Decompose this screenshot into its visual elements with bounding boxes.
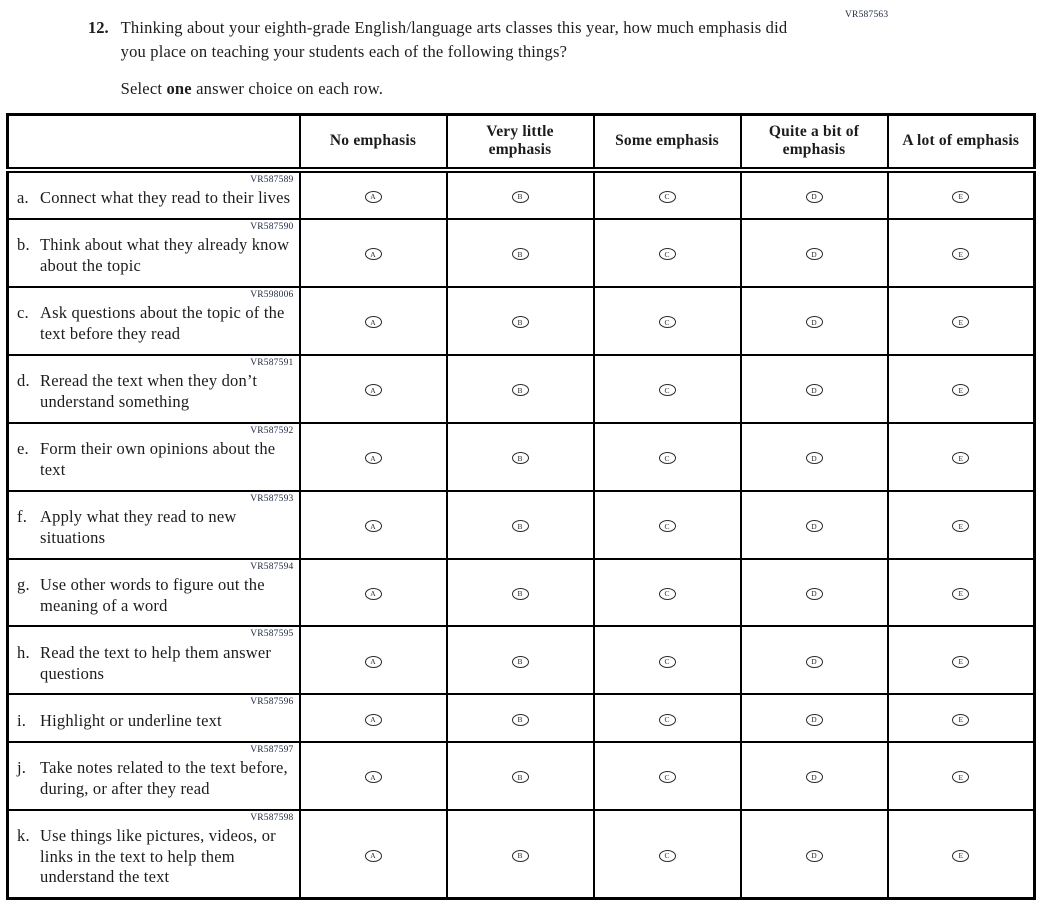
emphasis-matrix-table (6, 113, 1036, 900)
answer-bubble-a[interactable] (365, 771, 382, 783)
bubble-letter: A (370, 850, 376, 860)
row-code: VR587590 (250, 221, 294, 232)
bubble-letter: C (664, 453, 670, 463)
row-label-cell (8, 219, 300, 287)
bubble-letter: B (517, 772, 523, 782)
bubble-letter: C (664, 317, 670, 327)
answer-bubble-e[interactable] (952, 520, 969, 532)
answer-bubble-b[interactable] (512, 588, 529, 600)
row-letter: h. (17, 642, 30, 662)
row-code: VR587592 (250, 425, 294, 436)
instruction-prefix: Select (120, 78, 167, 98)
option-cell (447, 810, 594, 899)
instruction-emphasis: one (166, 78, 192, 98)
option-cell (300, 287, 447, 355)
answer-bubble-e[interactable] (952, 850, 969, 862)
row-label-text: Apply what they read to new situations (40, 506, 237, 547)
column-header: A lot of emphasis (888, 115, 1035, 170)
question-block (0, 0, 788, 100)
answer-bubble-c[interactable] (659, 771, 676, 783)
bubble-letter: E (958, 589, 964, 599)
option-cell (741, 170, 888, 219)
option-cell (300, 626, 447, 694)
option-cell (741, 810, 888, 899)
column-header: No emphasis (300, 115, 447, 170)
row-letter: k. (17, 825, 30, 845)
row-label (17, 439, 295, 481)
answer-bubble-a[interactable] (365, 656, 382, 668)
option-cell (888, 287, 1035, 355)
bubble-letter: C (664, 385, 670, 395)
table-row (8, 742, 1035, 810)
answer-bubble-d[interactable] (806, 850, 823, 862)
bubble-letter: A (370, 714, 376, 724)
table-row (8, 287, 1035, 355)
answer-bubble-d[interactable] (806, 191, 823, 203)
answer-bubble-a[interactable] (365, 248, 382, 260)
answer-bubble-b[interactable] (512, 384, 529, 396)
answer-bubble-e[interactable] (952, 771, 969, 783)
option-cell (594, 491, 741, 559)
row-label (17, 826, 295, 888)
bubble-letter: B (517, 385, 523, 395)
answer-bubble-c[interactable] (659, 588, 676, 600)
form-code: VR587563 (845, 10, 889, 20)
option-cell (741, 219, 888, 287)
bubble-letter: B (517, 850, 523, 860)
answer-bubble-e[interactable] (952, 191, 969, 203)
row-label-cell (8, 355, 300, 423)
answer-bubble-e[interactable] (952, 452, 969, 464)
answer-bubble-e[interactable] (952, 248, 969, 260)
option-cell (888, 626, 1035, 694)
option-cell (888, 742, 1035, 810)
bubble-letter: E (958, 317, 964, 327)
option-cell (447, 694, 594, 741)
row-label-cell (8, 694, 300, 741)
bubble-letter: C (664, 772, 670, 782)
bubble-letter: C (664, 714, 670, 724)
row-label-cell (8, 559, 300, 627)
row-label (17, 643, 295, 685)
option-cell (300, 559, 447, 627)
option-cell (741, 626, 888, 694)
row-letter: e. (17, 438, 29, 458)
answer-bubble-a[interactable] (365, 714, 382, 726)
answer-bubble-c[interactable] (659, 452, 676, 464)
bubble-letter: A (370, 772, 376, 782)
answer-bubble-a[interactable] (365, 316, 382, 328)
table-header-row (8, 115, 1035, 170)
option-cell (888, 491, 1035, 559)
option-cell (447, 559, 594, 627)
row-label (17, 371, 295, 413)
bubble-letter: A (370, 385, 376, 395)
option-cell (741, 694, 888, 741)
row-code: VR587597 (250, 744, 294, 755)
table-row (8, 491, 1035, 559)
option-cell (300, 170, 447, 219)
answer-bubble-c[interactable] (659, 248, 676, 260)
bubble-letter: E (958, 453, 964, 463)
option-cell (300, 742, 447, 810)
answer-bubble-c[interactable] (659, 520, 676, 532)
column-header: Quite a bit of emphasis (741, 115, 888, 170)
option-cell (741, 355, 888, 423)
answer-bubble-a[interactable] (365, 520, 382, 532)
table-row (8, 170, 1035, 219)
bubble-letter: A (370, 192, 376, 202)
bubble-letter: D (811, 192, 817, 202)
bubble-letter: E (958, 385, 964, 395)
option-cell (594, 742, 741, 810)
answer-bubble-d[interactable] (806, 714, 823, 726)
row-code: VR587589 (250, 174, 294, 185)
bubble-letter: D (811, 317, 817, 327)
answer-bubble-a[interactable] (365, 191, 382, 203)
bubble-letter: C (664, 850, 670, 860)
row-label-cell (8, 491, 300, 559)
option-cell (594, 287, 741, 355)
bubble-letter: D (811, 850, 817, 860)
answer-bubble-c[interactable] (659, 384, 676, 396)
table-row (8, 423, 1035, 491)
row-label-text: Ask questions about the topic of the text before they read (40, 303, 285, 343)
question-instruction (121, 77, 793, 100)
question-text-wrap (121, 16, 793, 100)
answer-bubble-d[interactable] (806, 520, 823, 532)
row-code: VR587593 (250, 493, 294, 504)
row-label-text: Highlight or underline text (40, 710, 222, 730)
instruction-suffix: answer choice on each row. (191, 78, 384, 98)
option-cell (594, 355, 741, 423)
option-cell (594, 170, 741, 219)
row-letter: i. (17, 710, 27, 730)
row-code: VR598006 (250, 289, 294, 300)
table-row (8, 559, 1035, 627)
bubble-letter: A (370, 589, 376, 599)
row-label (17, 235, 295, 277)
answer-bubble-a[interactable] (365, 452, 382, 464)
option-cell (888, 219, 1035, 287)
row-code: VR587591 (250, 357, 294, 368)
row-label (17, 711, 295, 732)
bubble-letter: E (958, 657, 964, 667)
bubble-letter: B (517, 249, 523, 259)
bubble-letter: D (811, 657, 817, 667)
bubble-letter: C (664, 521, 670, 531)
option-cell (447, 219, 594, 287)
bubble-letter: C (664, 589, 670, 599)
bubble-letter: A (370, 521, 376, 531)
bubble-letter: B (517, 453, 523, 463)
answer-bubble-b[interactable] (512, 248, 529, 260)
bubble-letter: D (811, 714, 817, 724)
row-label-text: Form their own opinions about the text (40, 438, 276, 479)
option-cell (594, 559, 741, 627)
bubble-letter: E (958, 772, 964, 782)
bubble-letter: D (811, 385, 817, 395)
row-label-cell (8, 810, 300, 899)
answer-bubble-b[interactable] (512, 656, 529, 668)
row-label (17, 303, 295, 345)
answer-bubble-e[interactable] (952, 588, 969, 600)
answer-bubble-d[interactable] (806, 452, 823, 464)
row-label-cell (8, 626, 300, 694)
option-cell (447, 626, 594, 694)
answer-bubble-b[interactable] (512, 191, 529, 203)
bubble-letter: A (370, 657, 376, 667)
bubble-letter: D (811, 772, 817, 782)
bubble-letter: B (517, 714, 523, 724)
option-cell (741, 491, 888, 559)
question-text: Thinking about your eighth-grade English/language arts classes this year, how much emphasis did you place on teaching your students each of the following things? (120, 18, 788, 61)
answer-bubble-d[interactable] (806, 588, 823, 600)
answer-bubble-d[interactable] (806, 656, 823, 668)
row-label (17, 188, 295, 209)
table-row (8, 810, 1035, 899)
option-cell (888, 694, 1035, 741)
answer-bubble-b[interactable] (512, 771, 529, 783)
row-letter: f. (17, 506, 28, 526)
answer-bubble-e[interactable] (952, 384, 969, 396)
row-label-cell (8, 423, 300, 491)
bubble-letter: B (517, 317, 523, 327)
option-cell (594, 423, 741, 491)
column-header-blank (8, 115, 300, 170)
answer-bubble-e[interactable] (952, 714, 969, 726)
bubble-letter: D (811, 521, 817, 531)
row-label-cell (8, 170, 300, 219)
bubble-letter: A (370, 249, 376, 259)
row-letter: b. (17, 235, 30, 255)
bubble-letter: B (517, 657, 523, 667)
answer-bubble-e[interactable] (952, 656, 969, 668)
bubble-letter: C (664, 192, 670, 202)
row-letter: j. (17, 757, 27, 777)
bubble-letter: B (517, 589, 523, 599)
answer-bubble-c[interactable] (659, 191, 676, 203)
answer-bubble-a[interactable] (365, 850, 382, 862)
answer-bubble-b[interactable] (512, 316, 529, 328)
option-cell (447, 355, 594, 423)
row-label-text: Use things like pictures, videos, or links in the text to help them understand the text (40, 825, 276, 887)
answer-bubble-d[interactable] (806, 771, 823, 783)
option-cell (888, 170, 1035, 219)
option-cell (594, 626, 741, 694)
answer-bubble-c[interactable] (659, 714, 676, 726)
row-label-text: Connect what they read to their lives (40, 187, 291, 207)
option-cell (888, 559, 1035, 627)
row-letter: d. (17, 371, 30, 391)
bubble-letter: D (811, 589, 817, 599)
option-cell (741, 423, 888, 491)
option-cell (300, 810, 447, 899)
option-cell (300, 219, 447, 287)
bubble-letter: E (958, 192, 964, 202)
answer-bubble-d[interactable] (806, 248, 823, 260)
option-cell (447, 742, 594, 810)
bubble-letter: C (664, 249, 670, 259)
row-letter: g. (17, 574, 30, 594)
table-row (8, 355, 1035, 423)
option-cell (741, 559, 888, 627)
row-label-cell (8, 287, 300, 355)
row-label-text: Take notes related to the text before, during, or after they read (40, 757, 288, 798)
option-cell (888, 355, 1035, 423)
option-cell (300, 423, 447, 491)
table-row (8, 219, 1035, 287)
row-label-text: Use other words to figure out the meaning of a word (40, 574, 265, 615)
answer-bubble-b[interactable] (512, 714, 529, 726)
row-code: VR587594 (250, 561, 294, 572)
bubble-letter: B (517, 521, 523, 531)
row-code: VR587596 (250, 697, 294, 708)
option-cell (300, 355, 447, 423)
option-cell (447, 170, 594, 219)
option-cell (888, 423, 1035, 491)
answer-bubble-a[interactable] (365, 588, 382, 600)
option-cell (594, 219, 741, 287)
row-label-text: Reread the text when they don’t understand something (40, 371, 258, 411)
answer-bubble-b[interactable] (512, 520, 529, 532)
row-letter: a. (17, 187, 29, 207)
option-cell (741, 287, 888, 355)
bubble-letter: B (517, 192, 523, 202)
answer-bubble-c[interactable] (659, 316, 676, 328)
option-cell (447, 287, 594, 355)
answer-bubble-b[interactable] (512, 452, 529, 464)
row-label (17, 758, 295, 800)
bubble-letter: C (664, 657, 670, 667)
bubble-letter: E (958, 850, 964, 860)
option-cell (741, 742, 888, 810)
row-code: VR587595 (250, 629, 294, 640)
answer-bubble-d[interactable] (806, 316, 823, 328)
row-label-cell (8, 742, 300, 810)
column-header: Very little emphasis (447, 115, 594, 170)
question-number: 12. (88, 18, 109, 37)
row-code: VR587598 (250, 812, 294, 823)
row-label (17, 575, 295, 617)
option-cell (888, 810, 1035, 899)
bubble-letter: E (958, 714, 964, 724)
bubble-letter: A (370, 453, 376, 463)
row-label (17, 507, 295, 549)
bubble-letter: E (958, 521, 964, 531)
option-cell (447, 491, 594, 559)
row-letter: c. (17, 303, 29, 323)
answer-bubble-e[interactable] (952, 316, 969, 328)
answer-bubble-b[interactable] (512, 850, 529, 862)
table-row (8, 626, 1035, 694)
answer-bubble-a[interactable] (365, 384, 382, 396)
answer-bubble-d[interactable] (806, 384, 823, 396)
bubble-letter: D (811, 249, 817, 259)
table-row (8, 694, 1035, 741)
column-header: Some emphasis (594, 115, 741, 170)
option-cell (300, 491, 447, 559)
row-label-text: Read the text to help them answer questions (40, 642, 272, 683)
row-label-text: Think about what they already know about the topic (40, 235, 290, 275)
answer-bubble-c[interactable] (659, 656, 676, 668)
option-cell (447, 423, 594, 491)
option-cell (300, 694, 447, 741)
bubble-letter: E (958, 249, 964, 259)
bubble-letter: D (811, 453, 817, 463)
option-cell (594, 810, 741, 899)
answer-bubble-c[interactable] (659, 850, 676, 862)
option-cell (594, 694, 741, 741)
bubble-letter: A (370, 317, 376, 327)
